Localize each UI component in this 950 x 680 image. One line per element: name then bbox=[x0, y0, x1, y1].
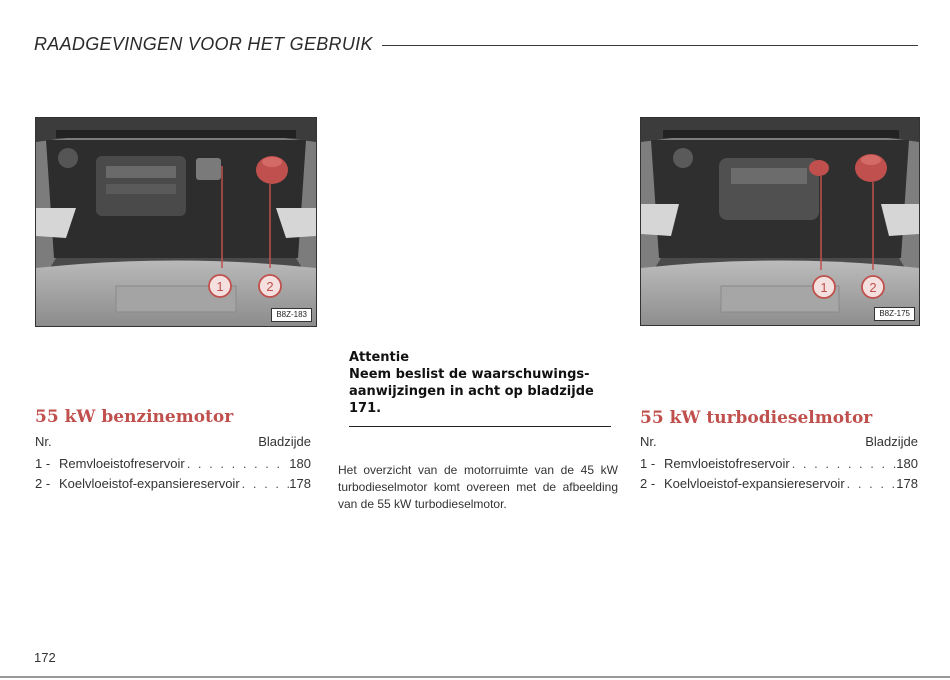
item-label: Koelvloeistof-expansiereservoir bbox=[664, 476, 845, 491]
item-label: Koelvloeistof-expansiereservoir bbox=[59, 476, 240, 491]
list-item bbox=[640, 456, 918, 471]
column-nr: Nr. bbox=[35, 434, 52, 449]
column-nr: Nr. bbox=[640, 434, 657, 449]
section-heading-diesel: 55 kW turbodieselmotor bbox=[640, 408, 873, 428]
leader-dots bbox=[845, 476, 897, 491]
list-item bbox=[640, 476, 918, 491]
leader-dots bbox=[240, 476, 290, 491]
engine-bay-photo-diesel bbox=[640, 117, 920, 326]
callout-2: 2 bbox=[869, 280, 877, 295]
attention-rule bbox=[349, 426, 611, 427]
leader-dots bbox=[790, 456, 897, 471]
column-headers bbox=[640, 434, 918, 449]
section-heading-petrol: 55 kW benzinemotor bbox=[35, 407, 234, 427]
item-number: 1 - bbox=[35, 456, 51, 471]
list-item bbox=[35, 456, 311, 471]
image-code: B8Z-175 bbox=[874, 307, 915, 321]
header-rule bbox=[382, 45, 918, 46]
attention-title: Attentie bbox=[349, 350, 410, 365]
attention-line: aanwijzingen in acht op bladzijde bbox=[349, 384, 594, 399]
item-label: Remvloeistofreservoir bbox=[59, 456, 185, 471]
item-page: 180 bbox=[896, 456, 918, 471]
item-number: 1 - bbox=[640, 456, 656, 471]
attention-line: Neem beslist de waarschuwings- bbox=[349, 367, 590, 382]
attention-box bbox=[349, 349, 619, 417]
list-item bbox=[35, 476, 311, 491]
page-number: 172 bbox=[34, 650, 56, 665]
bottom-edge bbox=[0, 676, 950, 678]
callout-1: 1 bbox=[820, 280, 828, 295]
item-page: 178 bbox=[896, 476, 918, 491]
paragraph-note: Het overzicht van de motorruimte van de 45 kW turbodieselmotor komt overeen met de afbeelding van de 55 kW turbodieselmotor. bbox=[338, 463, 618, 511]
column-page: Bladzijde bbox=[258, 434, 311, 449]
item-label: Remvloeistofreservoir bbox=[664, 456, 790, 471]
item-number: 2 - bbox=[640, 476, 656, 491]
item-page: 180 bbox=[289, 456, 311, 471]
leader-dots bbox=[185, 456, 290, 471]
attention-line: 171. bbox=[349, 401, 382, 416]
item-number: 2 - bbox=[35, 476, 51, 491]
image-code: B8Z-183 bbox=[271, 308, 312, 322]
column-page: Bladzijde bbox=[865, 434, 918, 449]
page-header-title: RAADGEVINGEN VOOR HET GEBRUIK bbox=[34, 34, 373, 54]
engine-bay-photo-petrol bbox=[35, 117, 317, 327]
item-page: 178 bbox=[289, 476, 311, 491]
engine-bay-illustration bbox=[641, 118, 919, 325]
column-headers bbox=[35, 434, 311, 449]
callout-1: 1 bbox=[216, 279, 224, 294]
callout-2: 2 bbox=[266, 279, 274, 294]
engine-bay-illustration bbox=[36, 118, 316, 326]
